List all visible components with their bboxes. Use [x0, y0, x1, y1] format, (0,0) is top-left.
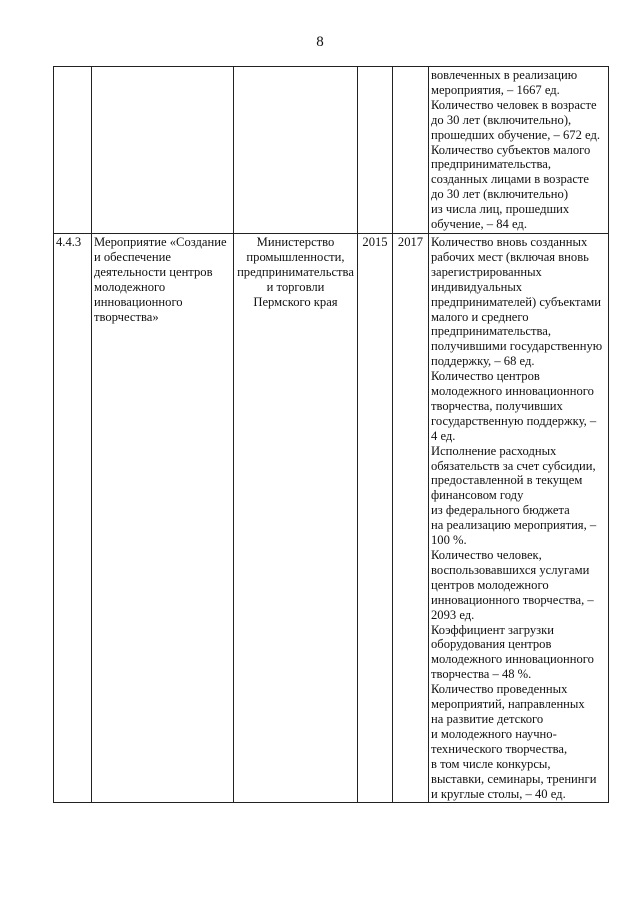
indicator-line: творчества, получивших	[431, 398, 563, 413]
indicators-cell	[429, 67, 609, 234]
indicator-line: поддержку, – 68 ед.	[431, 354, 535, 369]
event-name-line: инновационного	[94, 294, 183, 309]
indicator-line: прошедших обучение, – 672 ед.	[431, 127, 601, 142]
indicator-line: получившими государственную	[431, 339, 603, 354]
indicator-paragraph	[431, 548, 606, 623]
indicator-line: Количество человек,	[431, 548, 542, 562]
page-number: 8	[316, 34, 324, 50]
indicator-line: предпринимателей) субъектами	[431, 294, 601, 309]
measures-table-body	[54, 67, 609, 803]
executor-line: предпринимательства	[237, 264, 354, 279]
indicator-line: предпринимательства,	[431, 324, 552, 339]
indicator-line: Количество центров	[431, 369, 540, 384]
indicator-line: воспользовавшихся услугами	[431, 562, 590, 577]
event-name-line: творчества»	[94, 309, 159, 324]
executor-cell	[234, 233, 358, 802]
indicator-paragraph	[431, 143, 606, 232]
start-year-cell: 2015	[358, 233, 393, 802]
indicator-line: созданных лицами в возрасте	[431, 172, 590, 187]
start-year-cell	[358, 67, 393, 234]
indicator-line: Количество вновь созданных	[431, 234, 588, 249]
indicator-line: инновационного творчества, –	[431, 592, 594, 607]
event-name-line: Мероприятие «Создание	[94, 234, 227, 249]
indicator-paragraph	[431, 235, 606, 369]
indicator-line: молодежного инновационного	[431, 652, 594, 667]
indicator-line: рабочих мест (включая вновь	[431, 249, 589, 264]
indicator-line: на развитие детского	[431, 711, 544, 726]
indicator-line: обязательств за счет субсидии,	[431, 458, 596, 473]
indicator-line: оборудования центров	[431, 637, 552, 652]
executor-cell	[234, 67, 358, 234]
indicator-line: творчества – 48 %.	[431, 667, 532, 682]
indicator-line: индивидуальных	[431, 279, 523, 294]
event-name-cell	[92, 233, 234, 802]
event-name-line: и обеспечение	[94, 249, 171, 264]
item-number-cell: 4.4.3	[54, 233, 92, 802]
indicator-line: 100 %.	[431, 533, 467, 548]
indicator-line: технического творчества,	[431, 741, 568, 756]
indicator-line: центров молодежного	[431, 577, 549, 592]
end-year-cell	[393, 67, 429, 234]
indicator-paragraph	[431, 623, 606, 683]
indicator-line: мероприятий, направленных	[431, 697, 585, 712]
indicator-line: и молодежного научно-	[431, 726, 557, 741]
indicator-line: до 30 лет (включительно),	[431, 112, 572, 127]
indicator-line: до 30 лет (включительно)	[431, 187, 569, 202]
indicator-line: Количество человек в возрасте	[431, 97, 597, 112]
indicator-paragraph	[431, 68, 606, 98]
table-row	[54, 67, 609, 234]
measures-table	[53, 66, 609, 803]
indicator-line: выставки, семинары, тренинги	[431, 771, 597, 786]
indicator-line: предоставленной в текущем	[431, 473, 583, 488]
indicator-line: и круглые столы, – 40 ед.	[431, 786, 566, 801]
event-name-line: деятельности центров	[94, 264, 213, 279]
indicator-line: 2093 ед.	[431, 607, 475, 622]
indicator-line: Исполнение расходных	[431, 443, 557, 458]
indicator-line: 4 ед.	[431, 428, 456, 443]
indicator-line: вовлеченных в реализацию	[431, 68, 578, 82]
indicator-line: мероприятия, – 1667 ед.	[431, 82, 560, 97]
indicator-line: в том числе конкурсы,	[431, 756, 551, 771]
indicator-line: государственную поддержку, –	[431, 413, 597, 428]
executor-line: Министерство	[256, 234, 335, 249]
executor-line: Пермского края	[253, 294, 338, 309]
indicator-line: молодежного инновационного	[431, 384, 594, 399]
indicator-line: из федерального бюджета	[431, 503, 570, 518]
indicator-paragraph	[431, 369, 606, 444]
indicator-line: Количество субъектов малого	[431, 142, 591, 157]
table-row	[54, 233, 609, 802]
indicator-line: зарегистрированных	[431, 264, 542, 279]
indicator-line: финансовом году	[431, 488, 524, 503]
end-year-cell: 2017	[393, 233, 429, 802]
indicator-line: Коэффициент загрузки	[431, 622, 554, 637]
indicator-line: малого и среднего	[431, 309, 529, 324]
item-number-cell	[54, 67, 92, 234]
indicator-line: обучение, – 84 ед.	[431, 217, 527, 232]
indicator-line: Количество проведенных	[431, 682, 568, 697]
indicator-paragraph	[431, 444, 606, 548]
indicator-line: из числа лиц, прошедших	[431, 202, 570, 217]
executor-line: и торговли	[266, 279, 325, 294]
indicator-paragraph	[431, 98, 606, 143]
indicator-line: предпринимательства,	[431, 157, 552, 172]
indicator-paragraph	[431, 682, 606, 801]
event-name-line: молодежного	[94, 279, 166, 294]
event-name-cell	[92, 67, 234, 234]
executor-line: промышленности,	[246, 249, 345, 264]
indicators-cell	[429, 233, 609, 802]
indicator-line: на реализацию мероприятия, –	[431, 518, 597, 533]
